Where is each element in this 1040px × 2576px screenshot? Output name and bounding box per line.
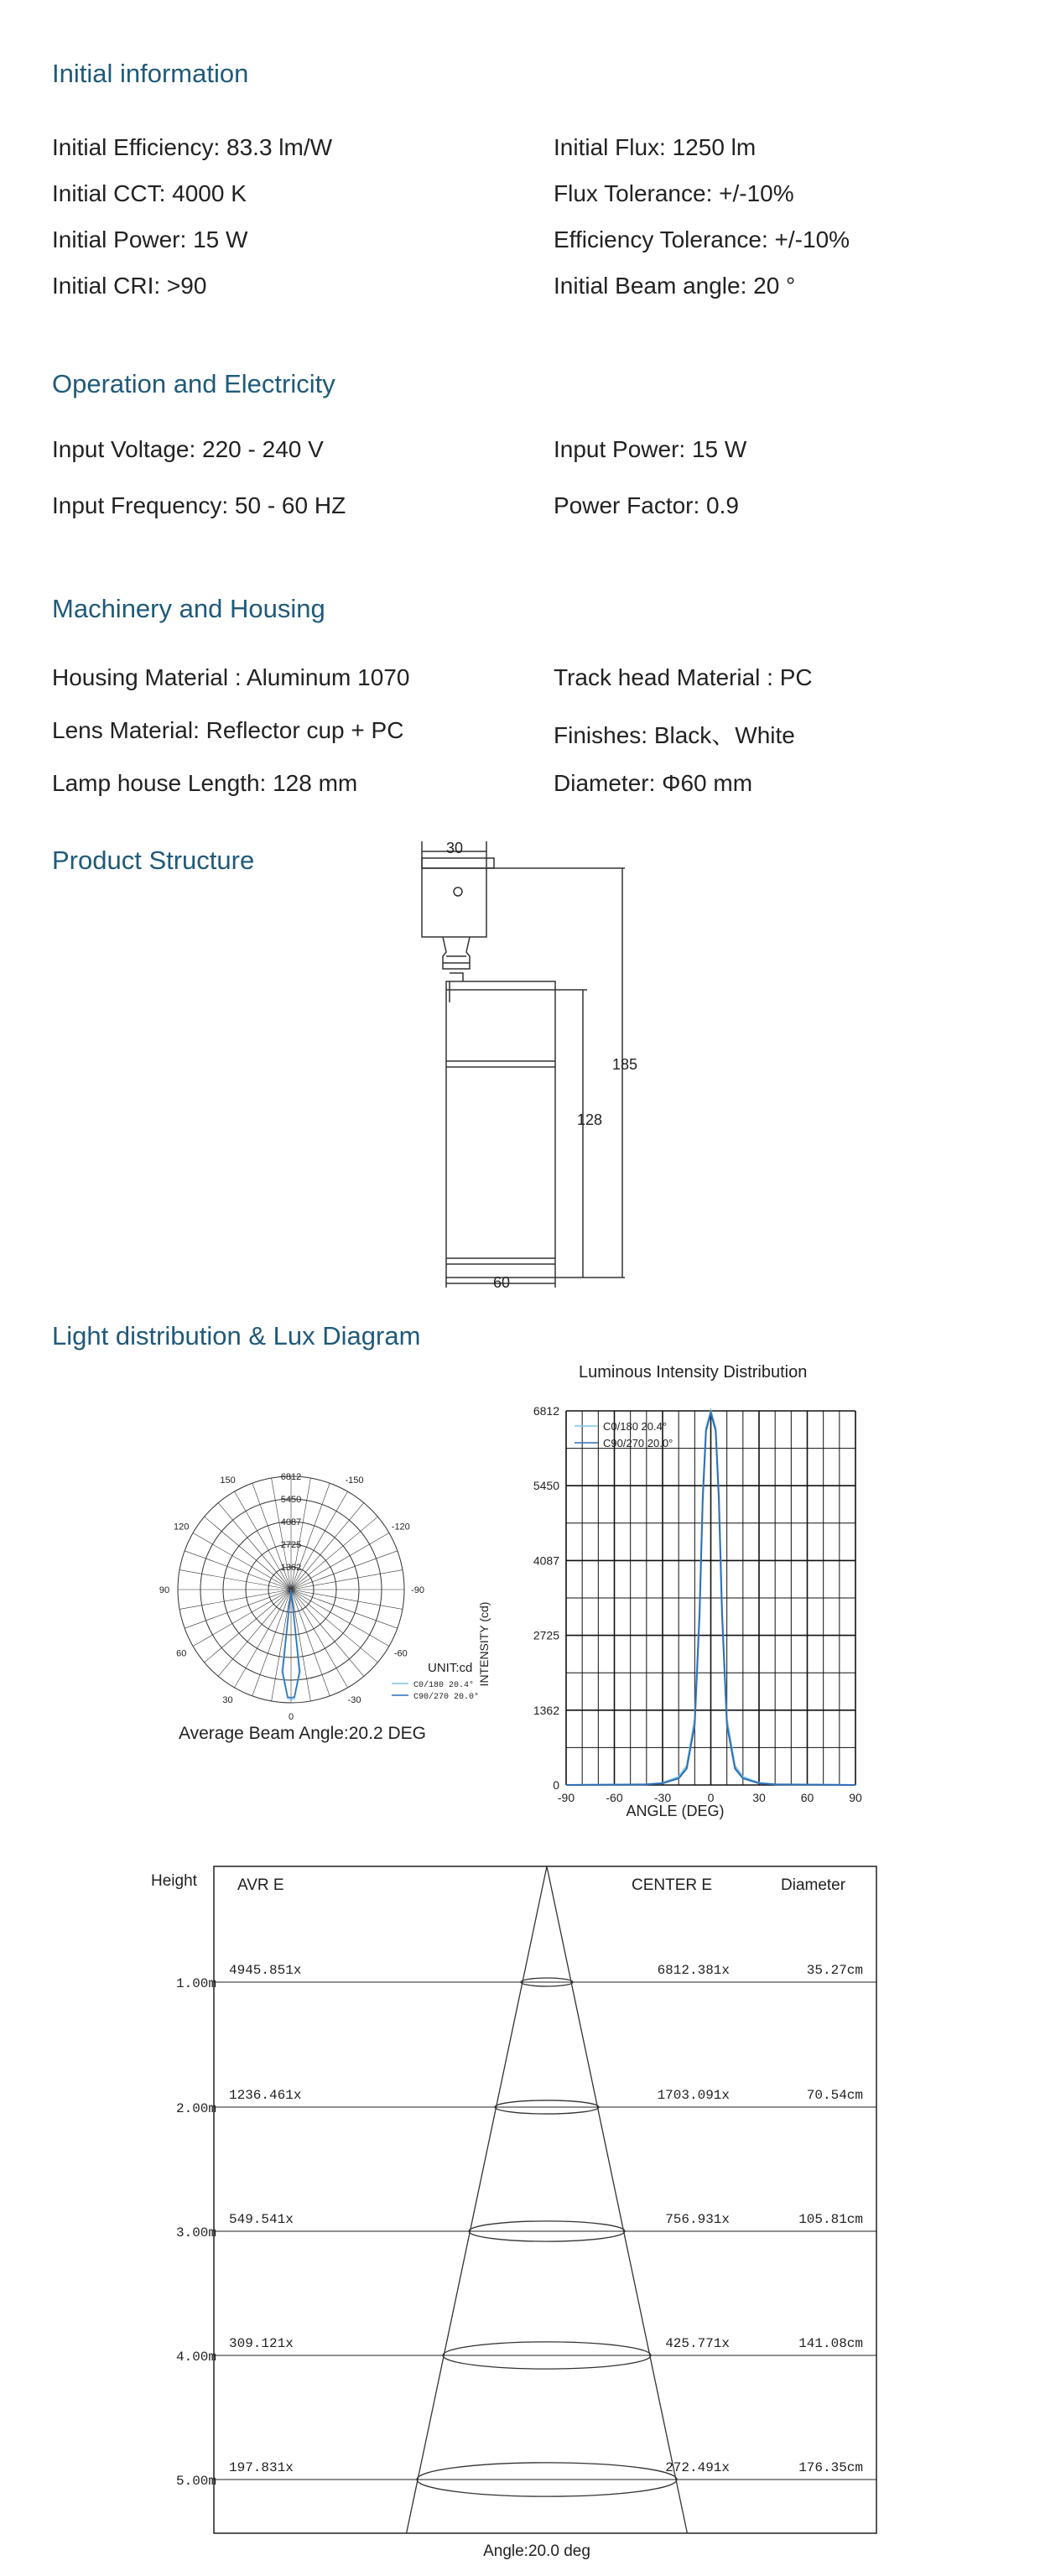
intensity-chart-title: Luminous Intensity Distribution bbox=[579, 1363, 808, 1382]
section-title-machinery: Machinery and Housing bbox=[52, 594, 325, 623]
intensity-xtick: 30 bbox=[752, 1791, 766, 1804]
lux-row-avr: 549.541x bbox=[229, 2212, 294, 2227]
lux-diagram bbox=[138, 1858, 893, 2571]
intensity-legend-entry: C0/180 20.4° bbox=[603, 1420, 668, 1433]
lux-header-avr: AVR E bbox=[237, 1876, 284, 1894]
spec-track-head-material: Track head Material : PC bbox=[554, 664, 813, 690]
lux-row-avr: 4945.851x bbox=[229, 1963, 302, 1978]
polar-angle-label: -150 bbox=[345, 1475, 364, 1486]
lux-row-height: 2.00m bbox=[176, 2101, 217, 2116]
spec-flux-tolerance: Flux Tolerance: +/-10% bbox=[554, 180, 794, 206]
polar-legend-c90: C90/270 20.0° bbox=[413, 1693, 480, 1702]
section-title-light: Light distribution & Lux Diagram bbox=[52, 1321, 421, 1350]
intensity-ytick: 6812 bbox=[533, 1404, 559, 1418]
section-title-initial: Initial information bbox=[52, 59, 249, 88]
lux-header-diameter: Diameter bbox=[781, 1876, 846, 1894]
spec-flux: Initial Flux: 1250 lm bbox=[554, 134, 757, 160]
polar-ring-label: 1362 bbox=[280, 1563, 302, 1573]
polar-angle-label: -30 bbox=[347, 1694, 361, 1705]
polar-ring-label: 5450 bbox=[280, 1495, 302, 1505]
intensity-ytick: 0 bbox=[553, 1778, 559, 1792]
lux-row-height: 1.00m bbox=[176, 1976, 217, 1991]
spec-lens-material: Lens Material: Reflector cup + PC bbox=[52, 717, 404, 743]
polar-caption: Average Beam Angle:20.2 DEG bbox=[179, 1724, 426, 1743]
dim-body-height: 128 bbox=[577, 1111, 603, 1128]
spec-beam-angle: Initial Beam angle: 20 ° bbox=[554, 273, 796, 299]
intensity-xtick: 60 bbox=[800, 1791, 814, 1804]
lux-row-diameter: 70.54cm bbox=[806, 2088, 863, 2103]
lux-row-center: 425.771x bbox=[665, 2336, 730, 2351]
spec-input-frequency: Input Frequency: 50 - 60 HZ bbox=[52, 492, 346, 518]
polar-angle-label: 60 bbox=[176, 1648, 187, 1659]
dim-total-height: 185 bbox=[612, 1056, 638, 1073]
lux-caption: Angle:20.0 deg bbox=[483, 2542, 590, 2560]
polar-ring-label: 2725 bbox=[280, 1540, 302, 1550]
lux-row-center: 756.931x bbox=[665, 2212, 730, 2227]
polar-ring-label: 6812 bbox=[280, 1472, 302, 1482]
section-title-structure: Product Structure bbox=[52, 846, 255, 875]
polar-angle-label: 120 bbox=[174, 1522, 190, 1533]
spec-efficiency-tolerance: Efficiency Tolerance: +/-10% bbox=[554, 226, 850, 252]
lux-row-center: 1703.091x bbox=[657, 2088, 730, 2103]
spec-lamp-length: Lamp house Length: 128 mm bbox=[52, 770, 358, 796]
lux-row-diameter: 141.08cm bbox=[798, 2336, 863, 2351]
lux-row-diameter: 176.35cm bbox=[798, 2460, 863, 2475]
spec-input-power: Input Power: 15 W bbox=[554, 436, 747, 462]
polar-angle-label: -90 bbox=[411, 1585, 424, 1595]
polar-angle-label: -60 bbox=[393, 1648, 408, 1659]
polar-legend-c0: C0/180 20.4° bbox=[413, 1681, 475, 1690]
polar-angle-label: 90 bbox=[159, 1585, 170, 1595]
lux-row-height: 3.00m bbox=[176, 2225, 217, 2240]
intensity-xlabel: ANGLE (DEG) bbox=[626, 1803, 725, 1819]
intensity-ytick: 5450 bbox=[533, 1479, 559, 1493]
polar-angle-label: 150 bbox=[220, 1475, 236, 1486]
intensity-xtick: -60 bbox=[606, 1791, 623, 1804]
spec-input-voltage: Input Voltage: 220 - 240 V bbox=[52, 436, 324, 462]
polar-angle-label: 0 bbox=[288, 1712, 294, 1722]
spec-cct: Initial CCT: 4000 K bbox=[52, 180, 247, 206]
lux-row-diameter: 105.81cm bbox=[798, 2212, 863, 2227]
polar-unit: UNIT:cd bbox=[428, 1661, 473, 1675]
intensity-ytick: 1362 bbox=[533, 1703, 559, 1717]
spec-power: Initial Power: 15 W bbox=[52, 226, 248, 252]
dim-body-width: 60 bbox=[493, 1274, 511, 1291]
intensity-ytick: 4087 bbox=[533, 1553, 559, 1568]
lux-row-avr: 197.831x bbox=[229, 2460, 294, 2475]
lux-row-avr: 1236.461x bbox=[229, 2088, 302, 2103]
polar-ring-label: 4087 bbox=[280, 1517, 302, 1527]
intensity-xtick: -90 bbox=[557, 1791, 575, 1804]
spec-finishes: Finishes: Black、White bbox=[554, 722, 795, 748]
intensity-ytick: 2725 bbox=[533, 1628, 559, 1642]
lux-row-diameter: 35.27cm bbox=[806, 1963, 863, 1978]
product-structure-drawing bbox=[403, 835, 654, 1292]
dim-top-width: 30 bbox=[446, 840, 464, 856]
polar-diagram bbox=[159, 1464, 516, 1753]
lux-row-center: 272.491x bbox=[665, 2460, 730, 2475]
intensity-xtick: 0 bbox=[707, 1791, 715, 1804]
lux-row-height: 5.00m bbox=[176, 2474, 217, 2489]
spec-diameter: Diameter: Φ60 mm bbox=[554, 770, 753, 796]
lux-header-height: Height bbox=[151, 1872, 197, 1890]
lux-header-center: CENTER E bbox=[632, 1876, 713, 1894]
intensity-legend-entry: C90/270 20.0° bbox=[603, 1437, 673, 1449]
intensity-ylabel: INTENSITY (cd) bbox=[477, 1601, 491, 1687]
section-title-operation: Operation and Electricity bbox=[52, 369, 335, 398]
polar-angle-label: 30 bbox=[222, 1694, 233, 1705]
intensity-xtick: 90 bbox=[849, 1791, 862, 1804]
spec-efficiency: Initial Efficiency: 83.3 lm/W bbox=[52, 134, 333, 160]
polar-angle-label: -120 bbox=[391, 1522, 410, 1533]
spec-power-factor: Power Factor: 0.9 bbox=[554, 492, 739, 518]
intensity-xtick: -30 bbox=[653, 1791, 672, 1804]
lux-row-center: 6812.381x bbox=[657, 1963, 730, 1978]
spec-cri: Initial CRI: >90 bbox=[52, 273, 207, 299]
lux-row-avr: 309.121x bbox=[229, 2336, 294, 2351]
intensity-chart bbox=[470, 1384, 881, 1829]
spec-housing-material: Housing Material : Aluminum 1070 bbox=[52, 664, 410, 690]
lux-row-height: 4.00m bbox=[176, 2350, 217, 2365]
